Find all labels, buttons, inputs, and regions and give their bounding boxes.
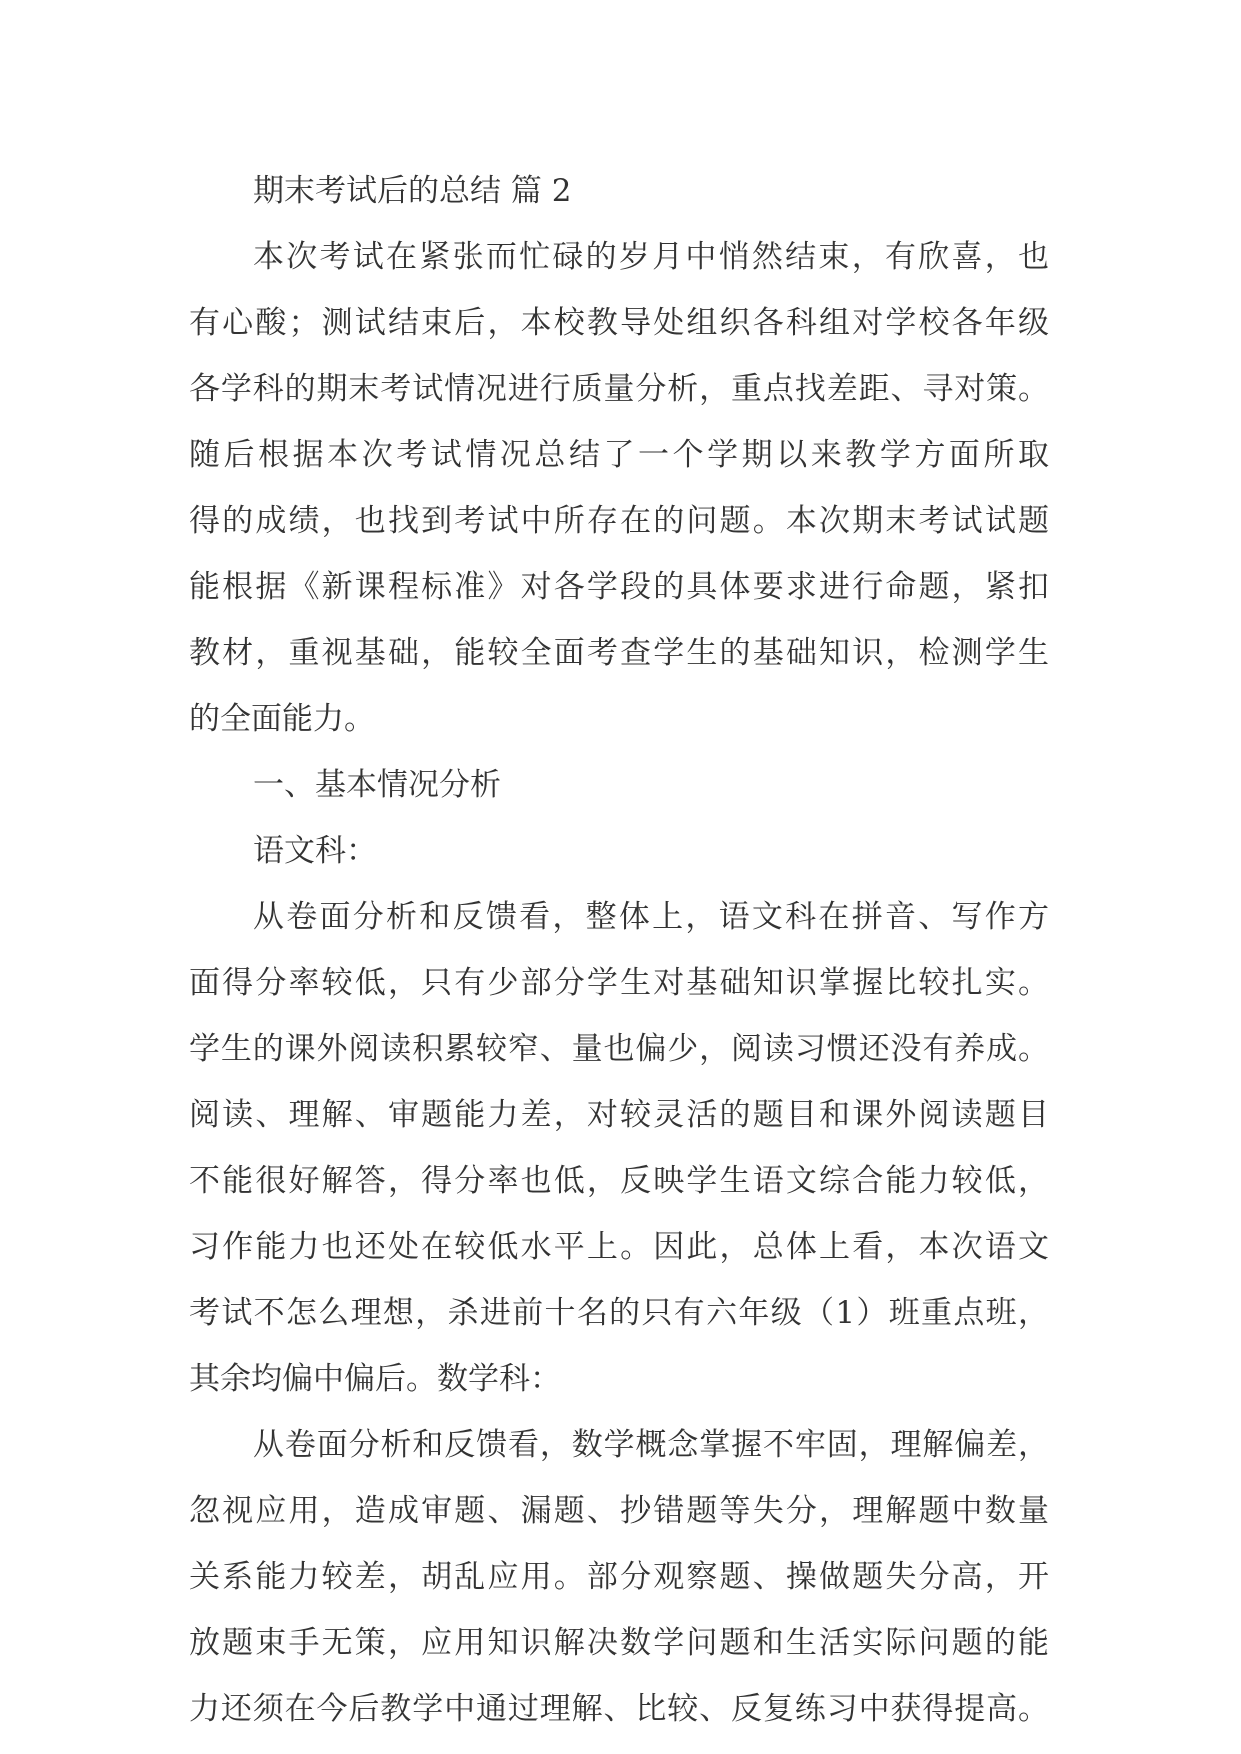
document-title: 期末考试后的总结 篇 2 — [253, 173, 572, 209]
paragraph-chinese-analysis — [189, 884, 1049, 1412]
text-line: 考试不怎么理想，杀进前十名的只有六年级（1）班重点班， — [189, 1295, 1049, 1331]
text-line: 能根据《新课程标准》对各学段的具体要求进行命题，紧扣 — [189, 569, 1049, 605]
text-line: 随后根据本次考试情况总结了一个学期以来教学方面所取 — [189, 437, 1049, 473]
text-line: 不能很好解答，得分率也低，反映学生语文综合能力较低， — [189, 1163, 1049, 1199]
text-line: 教材，重视基础，能较全面考查学生的基础知识，检测学生 — [189, 635, 1049, 671]
text-line: 有心酸；测试结束后，本校教导处组织各科组对学校各年级 — [189, 305, 1049, 341]
text-line: 学生的课外阅读积累较窄、量也偏少，阅读习惯还没有养成。 — [189, 1031, 1049, 1067]
text-line: 的全面能力。 — [189, 701, 375, 737]
subject-heading-chinese: 语文科： — [253, 833, 377, 869]
text-line: 从卷面分析和反馈看，数学概念掌握不牢固，理解偏差， — [253, 1427, 1049, 1463]
paragraph-intro — [189, 224, 1049, 752]
text-line: 关系能力较差，胡乱应用。部分观察题、操做题失分高，开 — [189, 1559, 1049, 1595]
text-line: 其余均偏中偏后。数学科： — [189, 1361, 561, 1397]
text-line: 各学科的期末考试情况进行质量分析，重点找差距、寻对策。 — [189, 371, 1049, 407]
section-heading: 一、基本情况分析 — [253, 767, 501, 803]
text-line: 忽视应用，造成审题、漏题、抄错题等失分，理解题中数量 — [189, 1493, 1049, 1529]
text-line: 从卷面分析和反馈看，整体上，语文科在拼音、写作方 — [253, 899, 1049, 935]
text-line: 阅读、理解、审题能力差，对较灵活的题目和课外阅读题目 — [189, 1097, 1049, 1133]
document-body — [189, 158, 1049, 1742]
paragraph-math-analysis — [189, 1412, 1049, 1742]
text-line: 力还须在今后教学中通过理解、比较、反复练习中获得提高。 — [189, 1691, 1049, 1727]
text-line: 习作能力也还处在较低水平上。因此，总体上看，本次语文 — [189, 1229, 1049, 1265]
text-line: 面得分率较低，只有少部分学生对基础知识掌握比较扎实。 — [189, 965, 1049, 1001]
text-line: 本次考试在紧张而忙碌的岁月中悄然结束，有欣喜，也 — [253, 239, 1049, 275]
text-line: 放题束手无策，应用知识解决数学问题和生活实际问题的能 — [189, 1625, 1049, 1661]
text-line: 得的成绩，也找到考试中所存在的问题。本次期末考试试题 — [189, 503, 1049, 539]
